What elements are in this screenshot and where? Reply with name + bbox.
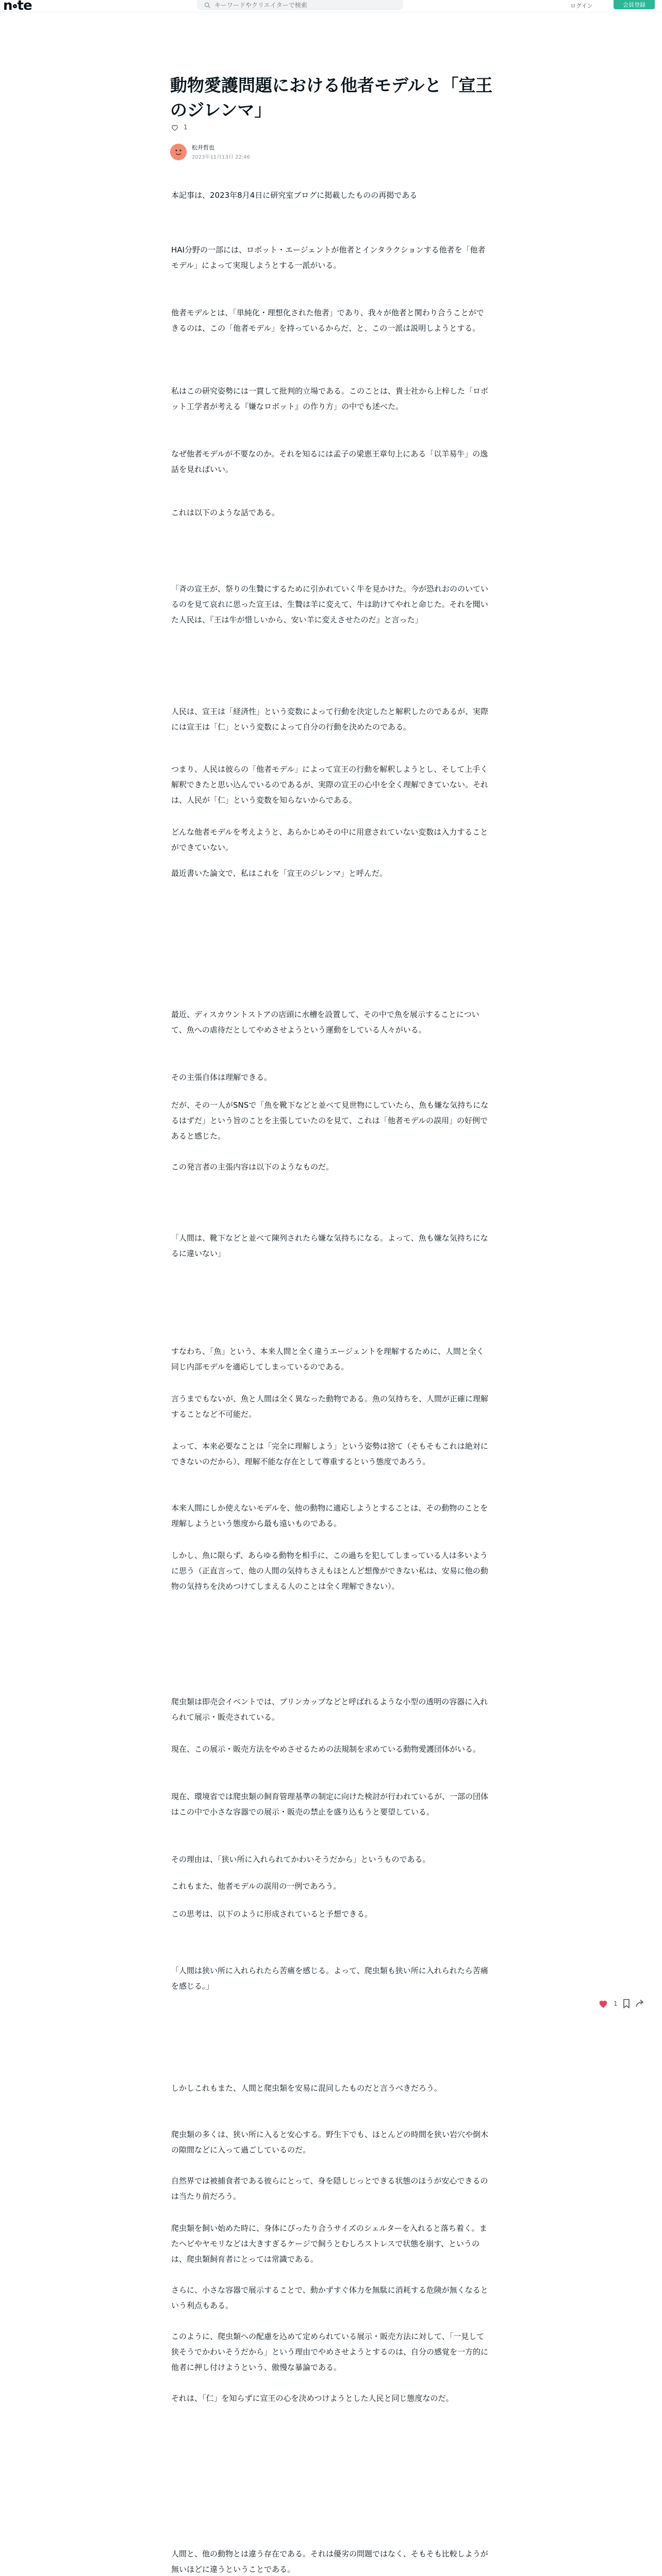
paragraph: しかしこれもまた、人間と爬虫類を安易に混同したものだと言うべきだろう。: [171, 2083, 442, 2093]
paragraph: その主張自体は理解できる。: [171, 1073, 272, 1082]
paragraph: つまり、人民は彼らの「他者モデル」によって宣王の行動を解釈しようとし、そして上手く解釈できたと思い込んでいるのであるが、実際の宣王の心中を全く理解できていない。それは、人民が「仁」という変数を知らないからである。: [171, 765, 489, 805]
paragraph: 最近書いた論文で、私はこれを「宣王のジレンマ」と呼んだ。: [171, 869, 387, 878]
paragraph: 本記事は、2023年8月4日に研究室ブログに掲載したものの再掲である: [171, 191, 418, 200]
quote-block: 「人間は、靴下などと並べて陳列されたら嫌な気持ちになる。よって、魚も嫌な気持ちになるに違いない」: [171, 1233, 488, 1258]
paragraph: 最近、ディスカウントストアの店頭に水槽を設置して、その中で魚を展示することについて、魚への虐待だとしてやめさせようという運動をしている人々がいる。: [171, 1010, 479, 1035]
avatar[interactable]: [170, 144, 187, 160]
paragraph: その理由は、「狭い所に入れられてかわいそうだから」というものである。: [171, 1855, 431, 1864]
signup-button[interactable]: 会員登録: [614, 0, 655, 9]
paragraph: 私はこの研究姿勢には一貫して批判的立場である。このことは、貴士社から上梓した「ロボット工学者が考える『嫌なロボット』の作り方」の中でも述べた。: [171, 386, 489, 411]
heart-icon[interactable]: [171, 124, 178, 131]
paragraph: よって、本来必要なことは「完全に理解しよう」という姿勢は捨て（そもそもこれは絶対にできないのだから）、理解不能な存在として尊重するという態度であろう。: [171, 1442, 488, 1466]
floating-actions: [598, 1999, 644, 2008]
paragraph: しかし、魚に限らず、あらゆる動物を相手に、この過ちを犯してしまっている人は多いように思う（正直言って、他の人間の気持ちさえもほとんど想像ができない私は、安易に他の動物の気持ちを決めつけてしまえる人のことは全く理解できない）。: [171, 1551, 488, 1591]
paragraph: だが、その一人がSNSで「魚を靴下などと並べて見世物にしていたら、魚も嫌な気持ちになるはずだ」という旨のことを主張していたのを見て、これは「他者モデルの誤用」の好例であると感じた。: [171, 1100, 489, 1141]
paragraph: 人間と、他の動物とは違う存在である。それは優劣の問題ではなく、そもそも比較しようが無いほどに違うということである。: [171, 2549, 488, 2574]
paragraph: さらに、小さな容器で展示することで、動かずすぐ体力を無駄に消耗する危険が無くなるという利点もある。: [171, 2285, 488, 2310]
paragraph: 他者モデルとは、「単純化・理想化された他者」であり、我々が他者と関わり合うことができるのは、この「他者モデル」を持っているからだ、と、この一派は説明しようとする。: [171, 308, 484, 333]
quote-block: 「人間は狭い所に入れられたら苦痛を感じる。よって、爬虫類も狭い所に入れられたら苦痛を感じる。」: [171, 1966, 488, 1991]
paragraph: 爬虫類の多くは、狭い所に入ると安心する。野生下でも、ほとんどの時間を狭い岩穴や倒木の隙間などに入って過ごしているのだ。: [171, 2130, 489, 2155]
paragraph: 言うまでもないが、魚と人間は全く異なった動物である。魚の気持ちを、人間が正確に理解することなど不可能だ。: [171, 1394, 489, 1419]
paragraph: それは、「仁」を知らずに宣王の心を決めつけようとした人民と同じ態度なのだ。: [171, 2394, 454, 2403]
paragraph: 本来人間にしか使えないモデルを、他の動物に適応しようとすることは、その動物のことを理解しようという態度から最も遠いものである。: [171, 1503, 488, 1528]
logo-o-icon: [13, 4, 17, 8]
side-like-count: 1: [614, 2000, 618, 2007]
author-byline[interactable]: [170, 143, 250, 160]
paragraph: 現在、この展示・販売方法をやめさせるための法規制を求めている動物愛護団体がいる。: [171, 1744, 481, 1754]
quote-block: 「斉の宣王が、祭りの生贄にするために引かれていく牛を見かけた。今が恐れおののいているのを見て哀れに思った宣王は、生贄は羊に変えて、牛は助けてやれと命じた。それを聞いた人民は、『王は牛が惜しいから、安い羊に変えさせたのだ』と言った」: [171, 584, 489, 624]
paragraph: この発言者の主張内容は以下のようなものだ。: [171, 1162, 334, 1172]
page-title: 動物愛護問題における他者モデルと「宣王のジレンマ」: [170, 75, 493, 120]
like-count: 1: [184, 124, 188, 131]
heart-icon[interactable]: [598, 1999, 608, 2008]
post-date: 2023年11月13日 22:46: [192, 155, 250, 160]
avatar-face-icon: [170, 144, 187, 160]
share-icon[interactable]: [635, 1999, 644, 2008]
paragraph: 爬虫類は即売会イベントでは、プリンカップなどと呼ばれるような小型の透明の容器に入れられて展示・販売されている。: [171, 1697, 488, 1722]
paragraph: すなわち、「魚」という、本来人間と全く違うエージェントを理解するために、人間と全く同じ内部モデルを適応してしまっているのである。: [171, 1347, 484, 1371]
paragraph: これは以下のような話である。: [171, 508, 280, 517]
article: [170, 0, 493, 2576]
login-link[interactable]: ログイン: [570, 3, 593, 9]
note-logo[interactable]: n te: [3, 0, 32, 13]
author-name[interactable]: 松井哲也: [192, 144, 214, 151]
paragraph: このように、爬虫類への配慮を込めて定められている展示・販売方法に対して、「一見して狭そうでかわいそうだから」という理由でやめさせようとするのは、自分の感覚を一方的に他者に押し付けようという、傲慢な暴論である。: [171, 2332, 489, 2372]
paragraph: 自然界では被捕食者である彼らにとって、身を隠しじっとできる状態のほうが安心できるのは当たり前だろう。: [171, 2176, 488, 2201]
top-like-row: [171, 124, 188, 131]
paragraph: HAI分野の一部には、ロボット・エージェントが他者とインタラクションする他者を「他者モデル」によって実現しようとする一派がいる。: [171, 245, 486, 270]
paragraph: なぜ他者モデルが不要なのか。それを知るには孟子の梁恵王章句上にある「以羊易牛」の逸話を見ればいい。: [171, 449, 488, 474]
paragraph: どんな他者モデルを考えようと、あらかじめその中に用意されていない変数は入力することができていない。: [171, 827, 488, 852]
paragraph: 人民は、宣王は「経済性」という変数によって行動を決定したと解釈したのであるが、実際には宣王は「仁」という変数によって自分の行動を決めたのである。: [171, 707, 489, 732]
paragraph: これもまた、他者モデルの誤用の一例であろう。: [171, 1882, 341, 1891]
paragraph: 爬虫類を飼い始めた時に、身体にぴったり合うサイズのシェルターを入れると落ち着く。またヘビやヤモリなどは大きすぎるケージで飼うとむしろストレスで状態を崩す、というのは、爬虫類飼育者にとっては常識である。: [171, 2224, 487, 2264]
paragraph: この思考は、以下のように形成されていると予想できる。: [171, 1909, 373, 1919]
bookmark-icon[interactable]: [623, 1999, 630, 2008]
paragraph: 現在、環境省では爬虫類の飼育管理基準の制定に向けた検討が行われているが、一部の団体はこの中で小さな容器での展示・販売の禁止を盛り込もうと要望している。: [171, 1792, 489, 1817]
